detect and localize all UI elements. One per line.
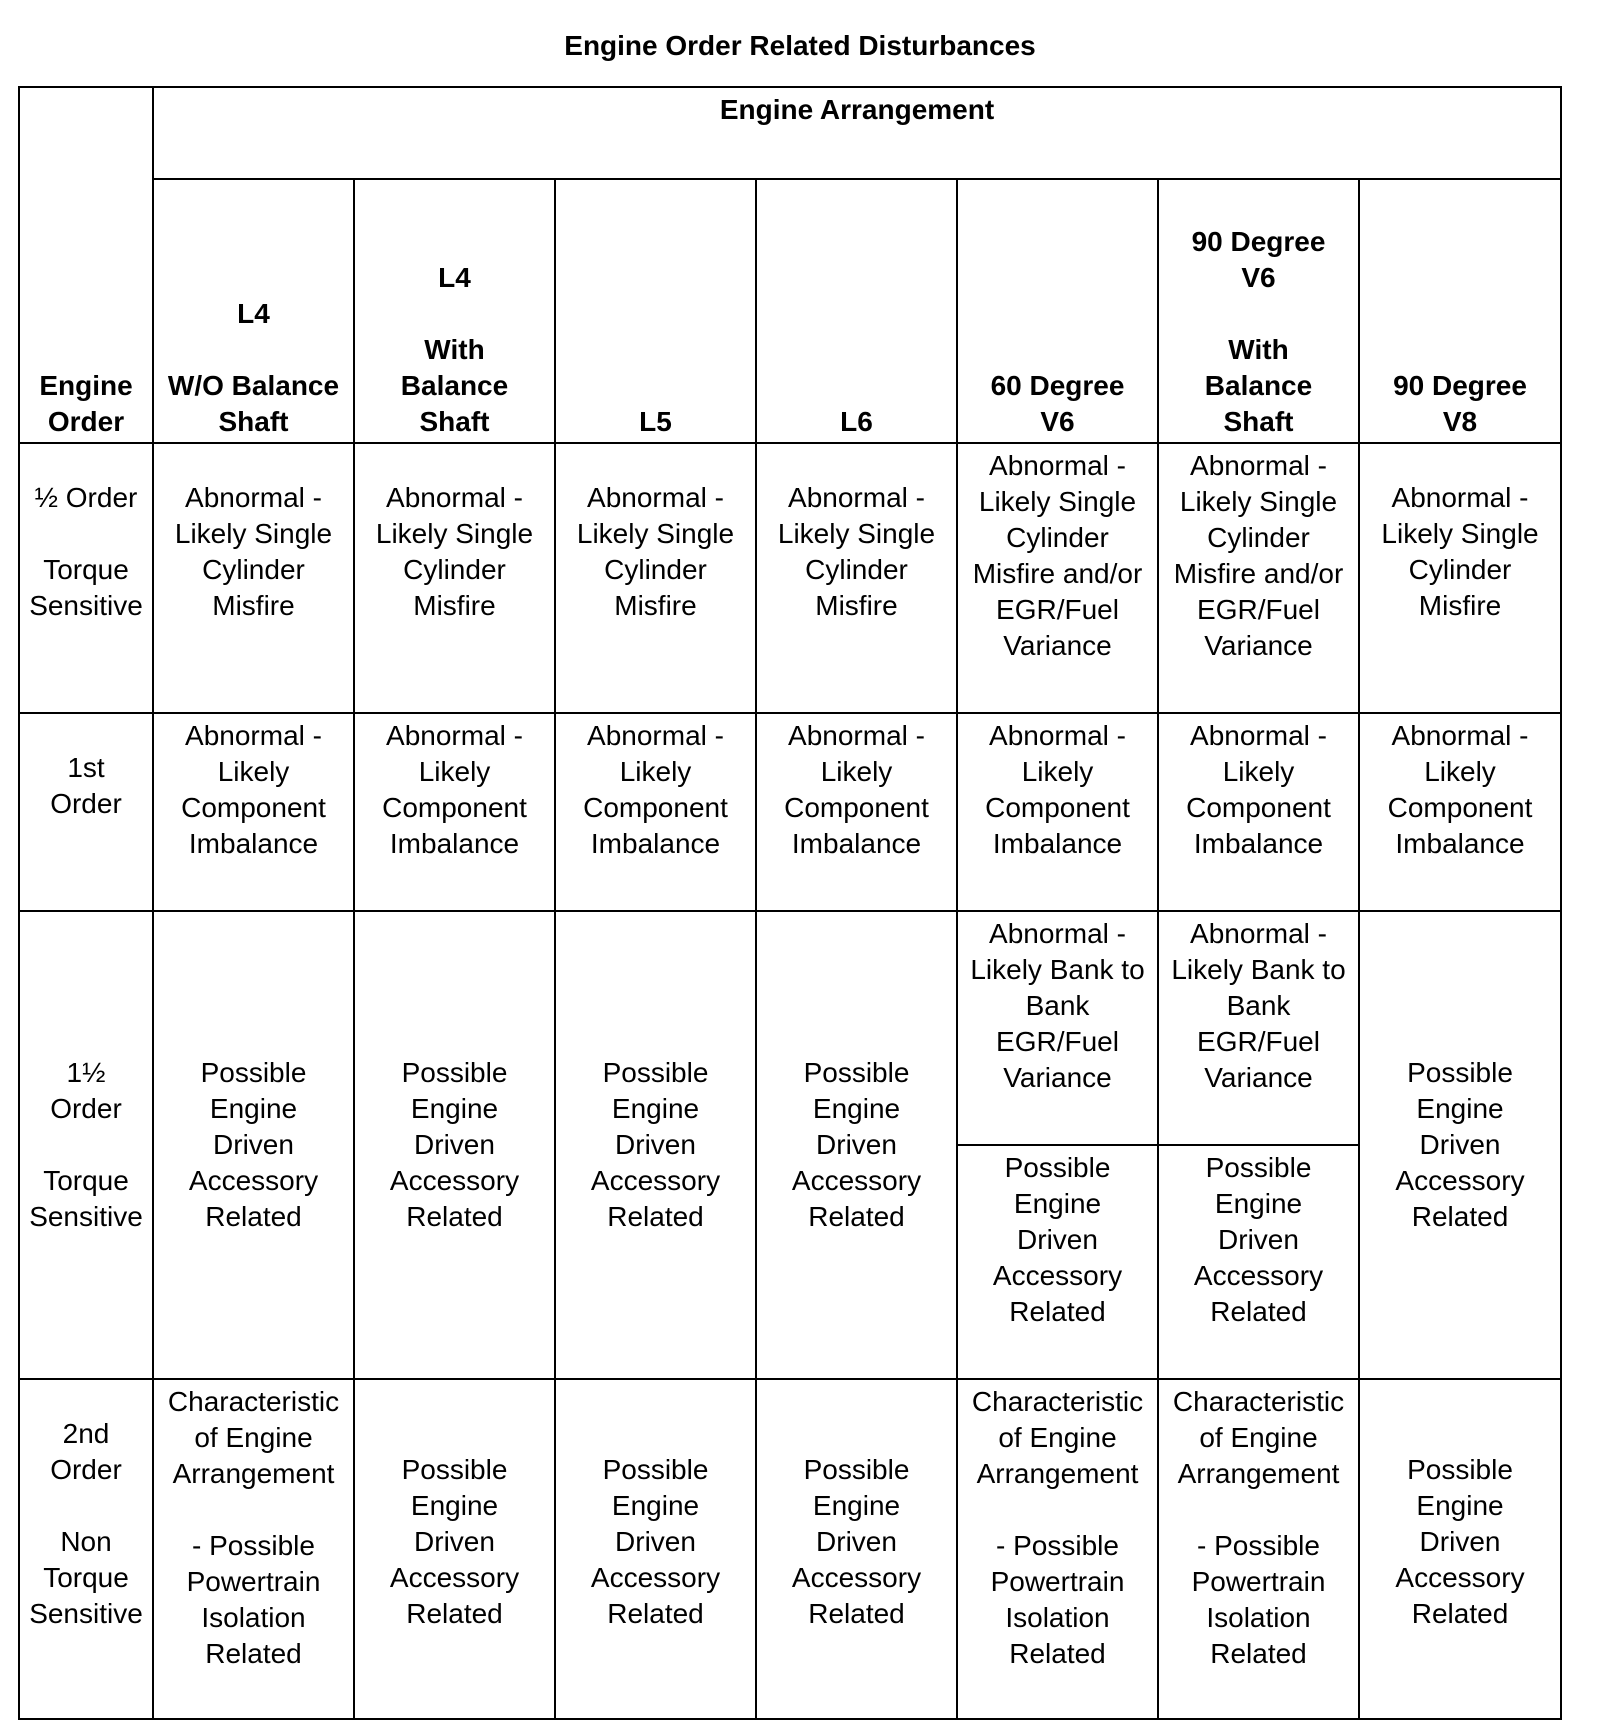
header-row-columns [19,179,1561,443]
cell-onehalf-60-v6-top: Abnormal - Likely Bank to Bank EGR/Fuel Variance [957,911,1158,1145]
col-header-60-degree-v6: 60 Degree V6 [957,179,1158,443]
cell-onehalf-90-v6-bottom: Possible Engine Driven Accessory Related [1158,1145,1359,1379]
cell-first-l5: Abnormal - Likely Component Imbalance [555,713,756,911]
header-engine-order: Engine Order [19,87,153,443]
cell-first-60-v6: Abnormal - Likely Component Imbalance [957,713,1158,911]
cell-onehalf-60-v6-bottom: Possible Engine Driven Accessory Related [957,1145,1158,1379]
cell-half-l4-with: Abnormal - Likely Single Cylinder Misfire [354,443,555,713]
cell-first-90-v8: Abnormal - Likely Component Imbalance [1359,713,1561,911]
row-label-first-order: 1st Order [19,713,153,911]
page-title: Engine Order Related Disturbances [564,30,1036,61]
cell-half-90-v8: Abnormal - Likely Single Cylinder Misfire [1359,443,1561,713]
cell-half-90-v6: Abnormal - Likely Single Cylinder Misfire and/or EGR/Fuel Variance [1158,443,1359,713]
cell-first-90-v6: Abnormal - Likely Component Imbalance [1158,713,1359,911]
table-row-one-half-order [19,911,1561,1145]
col-header-l6: L6 [756,179,957,443]
cell-second-l4-wo: Characteristic of Engine Arrangement - Possible Powertrain Isolation Related [153,1379,354,1719]
cell-half-60-v6: Abnormal - Likely Single Cylinder Misfire and/or EGR/Fuel Variance [957,443,1158,713]
cell-half-l4-wo: Abnormal - Likely Single Cylinder Misfire [153,443,354,713]
table-row-second-order [19,1379,1561,1719]
col-header-l4-wo-balance: L4 W/O Balance Shaft [153,179,354,443]
cell-onehalf-90-v6-top: Abnormal - Likely Bank to Bank EGR/Fuel Variance [1158,911,1359,1145]
cell-half-l5: Abnormal - Likely Single Cylinder Misfire [555,443,756,713]
row-label-second-order: 2nd Order Non Torque Sensitive [19,1379,153,1719]
cell-second-l4-with: Possible Engine Driven Accessory Related [354,1379,555,1719]
table-row-first-order [19,713,1561,911]
cell-second-90-v8: Possible Engine Driven Accessory Related [1359,1379,1561,1719]
cell-onehalf-l6: Possible Engine Driven Accessory Related [756,911,957,1379]
col-header-l5: L5 [555,179,756,443]
cell-second-60-v6: Characteristic of Engine Arrangement - Possible Powertrain Isolation Related [957,1379,1158,1719]
cell-first-l6: Abnormal - Likely Component Imbalance [756,713,957,911]
cell-second-90-v6: Characteristic of Engine Arrangement - Possible Powertrain Isolation Related [1158,1379,1359,1719]
cell-onehalf-l4-with: Possible Engine Driven Accessory Related [354,911,555,1379]
col-header-90-degree-v6: 90 Degree V6 With Balance Shaft [1158,179,1359,443]
cell-second-l6: Possible Engine Driven Accessory Related [756,1379,957,1719]
cell-half-l6: Abnormal - Likely Single Cylinder Misfire [756,443,957,713]
col-header-90-degree-v8: 90 Degree V8 [1359,179,1561,443]
col-header-l4-with-balance: L4 With Balance Shaft [354,179,555,443]
cell-first-l4-wo: Abnormal - Likely Component Imbalance [153,713,354,911]
header-engine-arrangement: Engine Arrangement [153,87,1561,179]
table-row-half-order [19,443,1561,713]
cell-second-l5: Possible Engine Driven Accessory Related [555,1379,756,1719]
engine-order-table [18,86,1562,1720]
cell-onehalf-l4-wo: Possible Engine Driven Accessory Related [153,911,354,1379]
cell-onehalf-90-v8: Possible Engine Driven Accessory Related [1359,911,1561,1379]
row-label-one-half-order: 1½ Order Torque Sensitive [19,911,153,1379]
header-row-arrangement [19,87,1561,179]
cell-first-l4-with: Abnormal - Likely Component Imbalance [354,713,555,911]
row-label-half-order: ½ Order Torque Sensitive [19,443,153,713]
cell-onehalf-l5: Possible Engine Driven Accessory Related [555,911,756,1379]
